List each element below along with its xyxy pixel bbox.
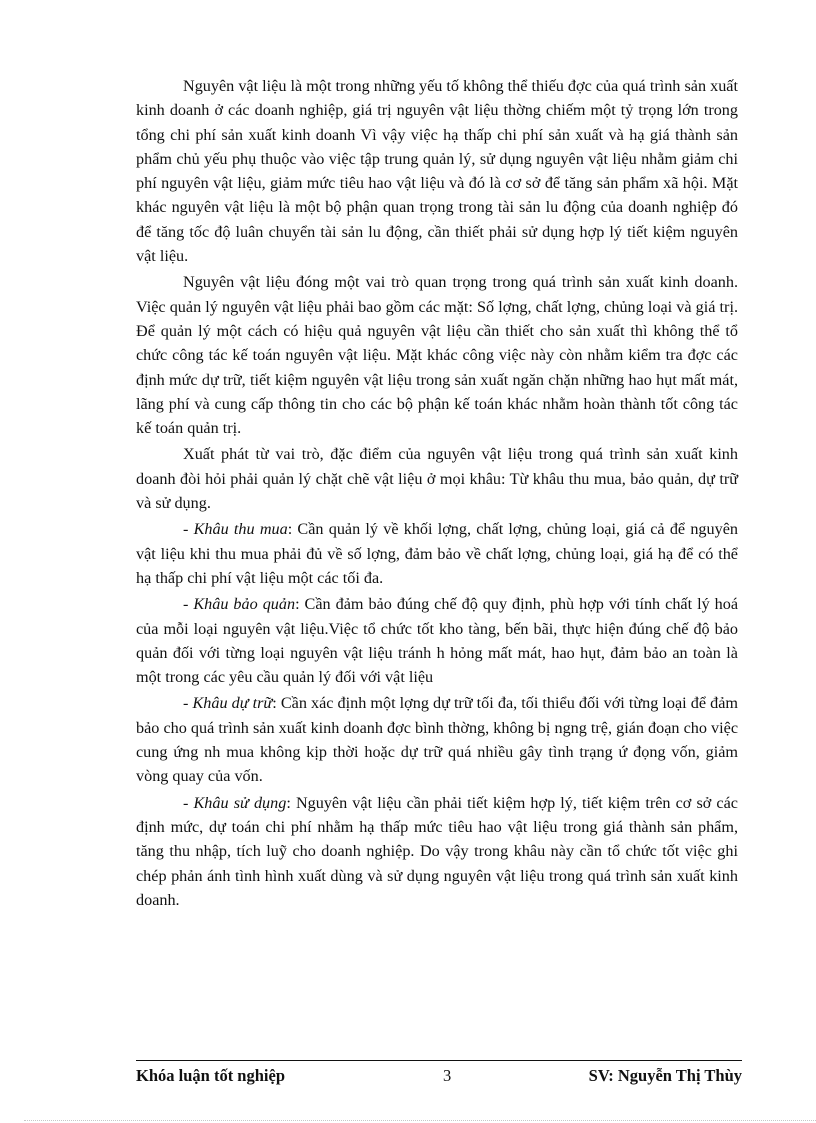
paragraph-label: - Khâu bảo quản bbox=[183, 595, 296, 614]
paragraph-label: - Khâu thu mua bbox=[183, 520, 288, 539]
paragraph-purchasing bbox=[136, 517, 738, 590]
body-text bbox=[136, 74, 738, 912]
footer-student-name: SV: Nguyễn Thị Thùy bbox=[588, 1066, 742, 1085]
paragraph-text: Nguyên vật liệu là một trong những yếu tố không thể thiếu đợc của quá trình sản xuất kinh doanh ở các doanh nghiệp, giá trị nguyên vật liệu thờng chiếm một tỷ trọng lớn trong tổng chi phí sản xuất kinh doanh Vì vậy việc hạ thấp chi phí sản xuất và hạ giá thành sản phẩm chủ yếu phụ thuộc vào việc tập trung quản lý, sử dụng nguyên vật liệu nhằm giảm chi phí nguyên vật liệu, giảm mức tiêu hao vật liệu và đó là cơ sở để tăng sản phẩm xã hội. Mặt khác nguyên vật liệu là một bộ phận quan trọng trong tài sản lu động của doanh nghiệp đó để tăng tốc độ luân chuyển tài sản lu động, cần thiết phải sử dụng hợp lý tiết kiệm nguyên vật liệu. bbox=[136, 77, 738, 266]
paragraph-label: - Khâu dự trữ bbox=[183, 694, 273, 713]
paragraph-text: : Cần xác định một lợng dự trữ tối đa, tối thiểu đối với từng loại để đảm bảo cho quá trình sản xuất kinh doanh đợc bình thờng, không bị ngng trệ, gián đoạn cho việc cung ứng nh mua không kịp thời hoặc dự trữ quá nhiều gây tình trạng ứ đọng vốn, giảm vòng quay của vốn. bbox=[136, 694, 738, 786]
paragraph-3 bbox=[136, 442, 738, 515]
paragraph-text: : Cần quản lý về khối lợng, chất lợng, chủng loại, giá cả để nguyên vật liệu khi thu mua phải đủ về số lợng, đảm bảo về chất lợng, chủng loại, giá hạ để có thể hạ thấp chi phí vật liệu một các tối đa. bbox=[136, 520, 738, 587]
paragraph-storage bbox=[136, 592, 738, 689]
paragraph-label: - Khâu sử dụng bbox=[183, 793, 287, 812]
paragraph-usage bbox=[136, 791, 738, 912]
paragraph-text: Xuất phát từ vai trò, đặc điểm của nguyên vật liệu trong quá trình sản xuất kinh doanh đòi hỏi phải quản lý chặt chẽ vật liệu ở mọi khâu: Từ khâu thu mua, bảo quản, dự trữ và sử dụng. bbox=[136, 445, 738, 513]
page-footer bbox=[136, 1064, 742, 1088]
paragraph-2 bbox=[136, 270, 738, 440]
footer-thesis-title: Khóa luận tốt nghiệp bbox=[136, 1066, 285, 1085]
page-edge-divider bbox=[24, 1120, 816, 1121]
paragraph-1 bbox=[136, 74, 738, 268]
footer-divider bbox=[136, 1060, 742, 1061]
paragraph-text: : Cần đảm bảo đúng chế độ quy định, phù hợp với tính chất lý hoá của mỗi loại nguyên vật liệu.Việc tổ chức tốt kho tàng, bến bãi, thực hiện đúng chế độ bảo quản đối với từng loại nguyên vật liệu tránh h hỏng mất mát, hao hụt, đảm bảo an toàn là một trong các yêu cầu quản lý đối với vật liệu bbox=[136, 595, 739, 687]
paragraph-text: Nguyên vật liệu đóng một vai trò quan trọng trong quá trình sản xuất kinh doanh. Việc quản lý nguyên vật liệu phải bao gồm các mặt: Số lợng, chất lợng, chủng loại và giá trị. Để quản lý một cách có hiệu quả nguyên vật liệu cần thiết cho sản xuất thì không thể tổ chức công tác kế toán nguyên vật liệu. Mặt khác công việc này còn nhằm kiểm tra đợc các định mức dự trữ, tiết kiệm nguyên vật liệu trong sản xuất ngăn chặn những hao hụt mất mát, lãng phí và cung cấp thông tin cho các bộ phận kế toán khác nhằm hoàn thành tốt công tác kế toán quản trị. bbox=[136, 273, 738, 438]
page-number: 3 bbox=[443, 1066, 452, 1085]
paragraph-text: : Nguyên vật liệu cần phải tiết kiệm hợp lý, tiết kiệm trên cơ sở các định mức, dự toán chi phí nhằm hạ thấp mức tiêu hao vật liệu trong giá thành sản phẩm, tăng thu nhập, tích luỹ cho doanh nghiệp. Do vậy trong khâu này cần tổ chức tốt việc ghi chép phản ánh tình hình xuất dùng và sử dụng nguyên vật liệu trong quá trình sản xuất kinh doanh. bbox=[136, 793, 738, 909]
paragraph-reserve bbox=[136, 691, 738, 788]
